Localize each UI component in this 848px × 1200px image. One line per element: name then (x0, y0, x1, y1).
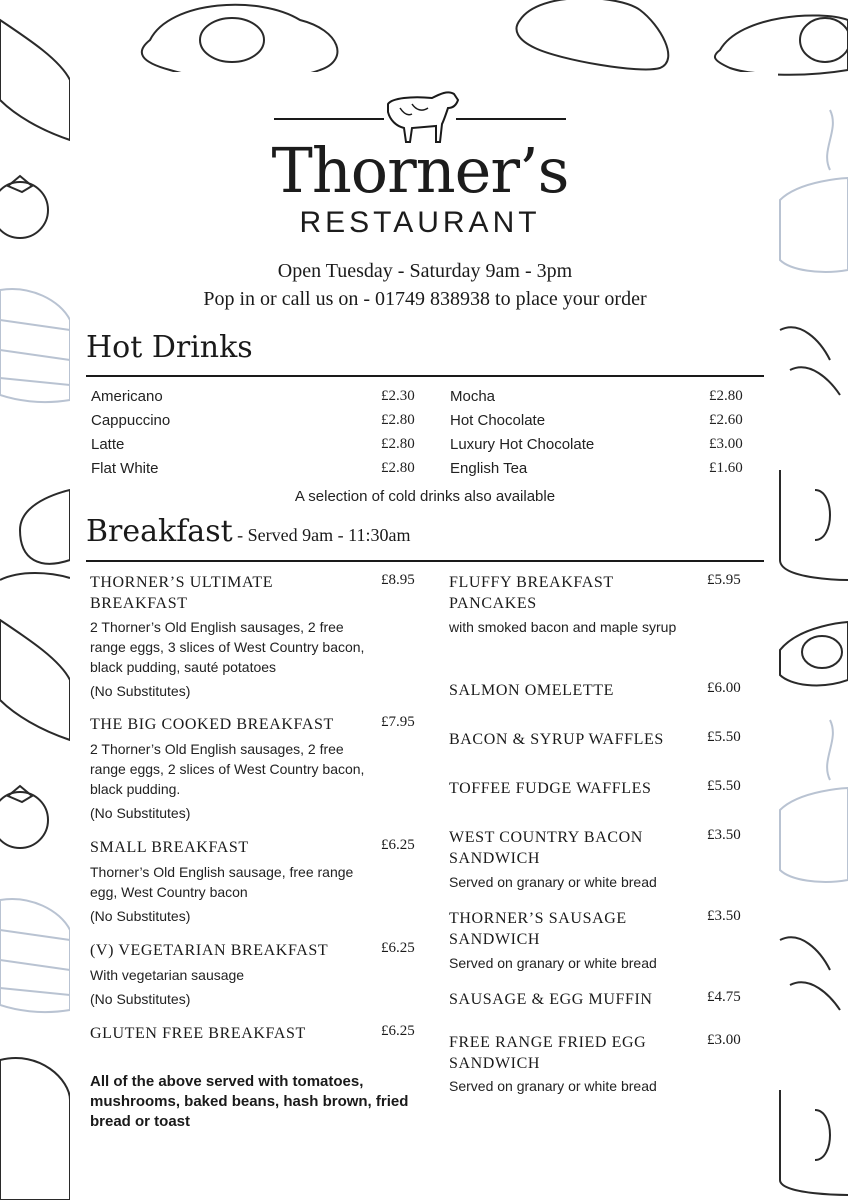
breakfast-item-price: £5.95 (707, 572, 741, 588)
breakfast-item-title: FLUFFY BREAKFAST PANCAKES (449, 574, 614, 612)
breakfast-item-title: GLUTEN FREE BREAKFAST (90, 1025, 306, 1042)
drink-price: £1.60 (709, 460, 743, 476)
breakfast-item-price: £5.50 (707, 729, 741, 745)
breakfast-item-title: FREE RANGE FRIED EGG SANDWICH (449, 1034, 647, 1072)
breakfast-item-price: £6.25 (381, 837, 415, 853)
breakfast-item-price: £3.00 (707, 1032, 741, 1048)
breakfast-item-desc: Served on granary or white bread (449, 874, 657, 890)
breakfast-item-desc: Thorner’s Old English sausage, free range egg, West Country bacon (90, 864, 354, 900)
drink-price: £2.30 (381, 388, 415, 404)
drink-price: £2.80 (709, 388, 743, 404)
drink-name: Hot Chocolate (450, 412, 546, 429)
divider (86, 560, 764, 562)
order-phone: Pop in or call us on - 01749 838938 to place your order (203, 288, 647, 310)
breakfast-item-price: £5.50 (707, 778, 741, 794)
drink-price: £2.80 (381, 412, 415, 428)
breakfast-item-desc: 2 Thorner’s Old English sausages, 2 free range eggs, 3 slices of West Country bacon, black pudding, sauté potatoes (90, 619, 365, 675)
breakfast-item-price: £8.95 (381, 572, 415, 588)
drink-name: Mocha (450, 388, 496, 405)
drink-name: Americano (91, 388, 163, 405)
breakfast-item-title: SAUSAGE & EGG MUFFIN (449, 991, 653, 1008)
hot-drinks-heading: Hot Drinks (86, 330, 253, 365)
breakfast-item-price: £6.25 (381, 940, 415, 956)
opening-hours: Open Tuesday - Saturday 9am - 3pm (277, 260, 573, 282)
breakfast-item-title: THORNER’S SAUSAGE SANDWICH (449, 910, 627, 948)
breakfast-item-price: £6.00 (707, 680, 741, 696)
breakfast-item-desc: with smoked bacon and maple syrup (449, 619, 677, 635)
breakfast-item-note: (No Substitutes) (90, 908, 191, 924)
drink-name: English Tea (450, 460, 528, 477)
drink-price: £2.80 (381, 460, 415, 476)
cold-drinks-note: A selection of cold drinks also available (294, 488, 556, 505)
breakfast-item-title: SALMON OMELETTE (449, 682, 614, 699)
breakfast-item-note: (No Substitutes) (90, 991, 191, 1007)
drink-name: Luxury Hot Chocolate (450, 436, 595, 453)
breakfast-item-title: THE BIG COOKED BREAKFAST (90, 716, 334, 733)
breakfast-item-title: BACON & SYRUP WAFFLES (449, 731, 664, 748)
breakfast-item-title: THORNER’S ULTIMATE BREAKFAST (90, 574, 274, 612)
breakfast-item-title: WEST COUNTRY BACON SANDWICH (449, 829, 643, 867)
breakfast-item-title: SMALL BREAKFAST (90, 839, 249, 856)
breakfast-item-desc: Served on granary or white bread (449, 1078, 657, 1094)
restaurant-name: Thorner’s (271, 134, 569, 207)
breakfast-title: Breakfast (86, 514, 233, 549)
breakfast-sides-note: All of the above served with tomatoes, mushrooms, baked beans, hash brown, fried bread or toast (90, 1073, 409, 1130)
breakfast-item-desc: 2 Thorner’s Old English sausages, 2 free range eggs, 2 slices of West Country bacon, black pudding. (90, 741, 365, 797)
restaurant-subtitle: RESTAURANT (299, 206, 541, 239)
breakfast-hours: - Served 9am - 11:30am (232, 525, 411, 545)
breakfast-item-title: (V) VEGETARIAN BREAKFAST (90, 942, 329, 959)
breakfast-item-note: (No Substitutes) (90, 805, 191, 821)
breakfast-item-desc: Served on granary or white bread (449, 955, 657, 971)
drink-name: Latte (91, 436, 125, 453)
breakfast-heading (86, 514, 410, 549)
breakfast-item-price: £3.50 (707, 827, 741, 843)
breakfast-item-price: £7.95 (381, 714, 415, 730)
drink-name: Cappuccino (91, 412, 171, 429)
drink-name: Flat White (91, 460, 159, 477)
breakfast-item-price: £6.25 (381, 1023, 415, 1039)
breakfast-item-price: £4.75 (707, 989, 741, 1005)
breakfast-item-desc: With vegetarian sausage (90, 967, 245, 983)
drink-price: £2.80 (381, 436, 415, 452)
breakfast-item-price: £3.50 (707, 908, 741, 924)
breakfast-item-title: TOFFEE FUDGE WAFFLES (449, 780, 652, 797)
breakfast-item-note: (No Substitutes) (90, 683, 191, 699)
drink-price: £2.60 (709, 412, 743, 428)
drink-price: £3.00 (709, 436, 743, 452)
divider (86, 375, 764, 377)
